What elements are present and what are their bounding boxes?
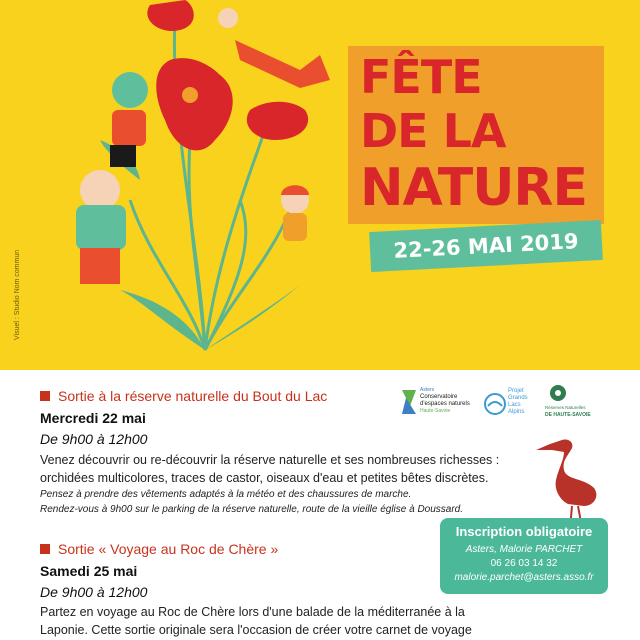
inscription-phone: 06 26 03 14 32 (490, 558, 558, 569)
inscription-email[interactable]: malorie.parchet@asters.asso.fr (454, 572, 594, 583)
projet-line3: Lacs (508, 402, 521, 408)
inscription-title: Inscription obligatoire (455, 524, 593, 539)
projet-grands-lacs-logo (485, 388, 528, 415)
event1-time: De 9h00 à 12h00 (40, 431, 148, 447)
projet-line4: Alpins (508, 409, 525, 415)
asters-sub1: Conservatoire (420, 394, 458, 400)
title-line-3: NATURE (360, 158, 587, 218)
bullet-square-icon (40, 544, 50, 554)
asters-sub3: Haute-Savoie (420, 408, 451, 414)
asters-logo (402, 387, 470, 414)
inscription-box (440, 518, 608, 594)
inscription-contact: Asters, Malorie PARCHET (465, 544, 583, 555)
event-dates: 22-26 MAI 2019 (392, 229, 580, 263)
event2-heading (40, 541, 278, 557)
event1-note-line2: Rendez-vous à 9h00 sur le parking de la réserve naturelle, route de la vieille église à Doussard. (40, 504, 464, 515)
projet-line2: Grands (508, 395, 528, 401)
reserves-line1: Réserves Naturelles (545, 405, 586, 410)
title-line-2: DE LA (360, 104, 506, 158)
event1-note-line1: Pensez à prendre des vêtements adaptés à la météo et des chaussures de marche. (40, 489, 412, 500)
event1-title: Sortie à la réserve naturelle du Bout du Lac (58, 388, 328, 404)
event2-desc-line2: Laponie. Cette sortie originale sera l'occasion de créer votre carnet de voyage (40, 623, 472, 637)
event1-desc-line1: Venez découvrir ou re-découvrir la réserve naturelle et ses nombreuses richesses : (40, 453, 500, 467)
event2-desc-line1: Partez en voyage au Roc de Chère lors d'une balade de la méditerranée à la (40, 605, 465, 619)
bullet-square-icon (40, 391, 50, 401)
partner-logos (400, 384, 610, 420)
event1-day: Mercredi 22 mai (40, 410, 146, 426)
event2-title: Sortie « Voyage au Roc de Chère » (58, 541, 279, 557)
reserves-naturelles-logo (545, 385, 591, 418)
flowers-children-illustration (0, 0, 345, 370)
reserves-line2: DE HAUTE-SAVOIE (545, 412, 591, 418)
heron-icon (532, 430, 604, 530)
asters-name: Asters (420, 387, 435, 393)
asters-sub2: d'espaces naturels (420, 401, 470, 407)
title-line-1: FÊTE (360, 50, 482, 104)
event2-time: De 9h00 à 12h00 (40, 584, 148, 600)
events-section (0, 370, 640, 640)
visual-credit: Visuel : Studio Nom commun (14, 249, 21, 340)
event2-day: Samedi 25 mai (40, 563, 138, 579)
event1-heading (40, 388, 327, 404)
projet-line1: Projet (508, 388, 524, 394)
date-banner (369, 220, 603, 272)
event1-desc-line2: orchidées multicolores, traces de castor, oiseaux d'eau et petites bêtes discrètes. (40, 471, 489, 485)
